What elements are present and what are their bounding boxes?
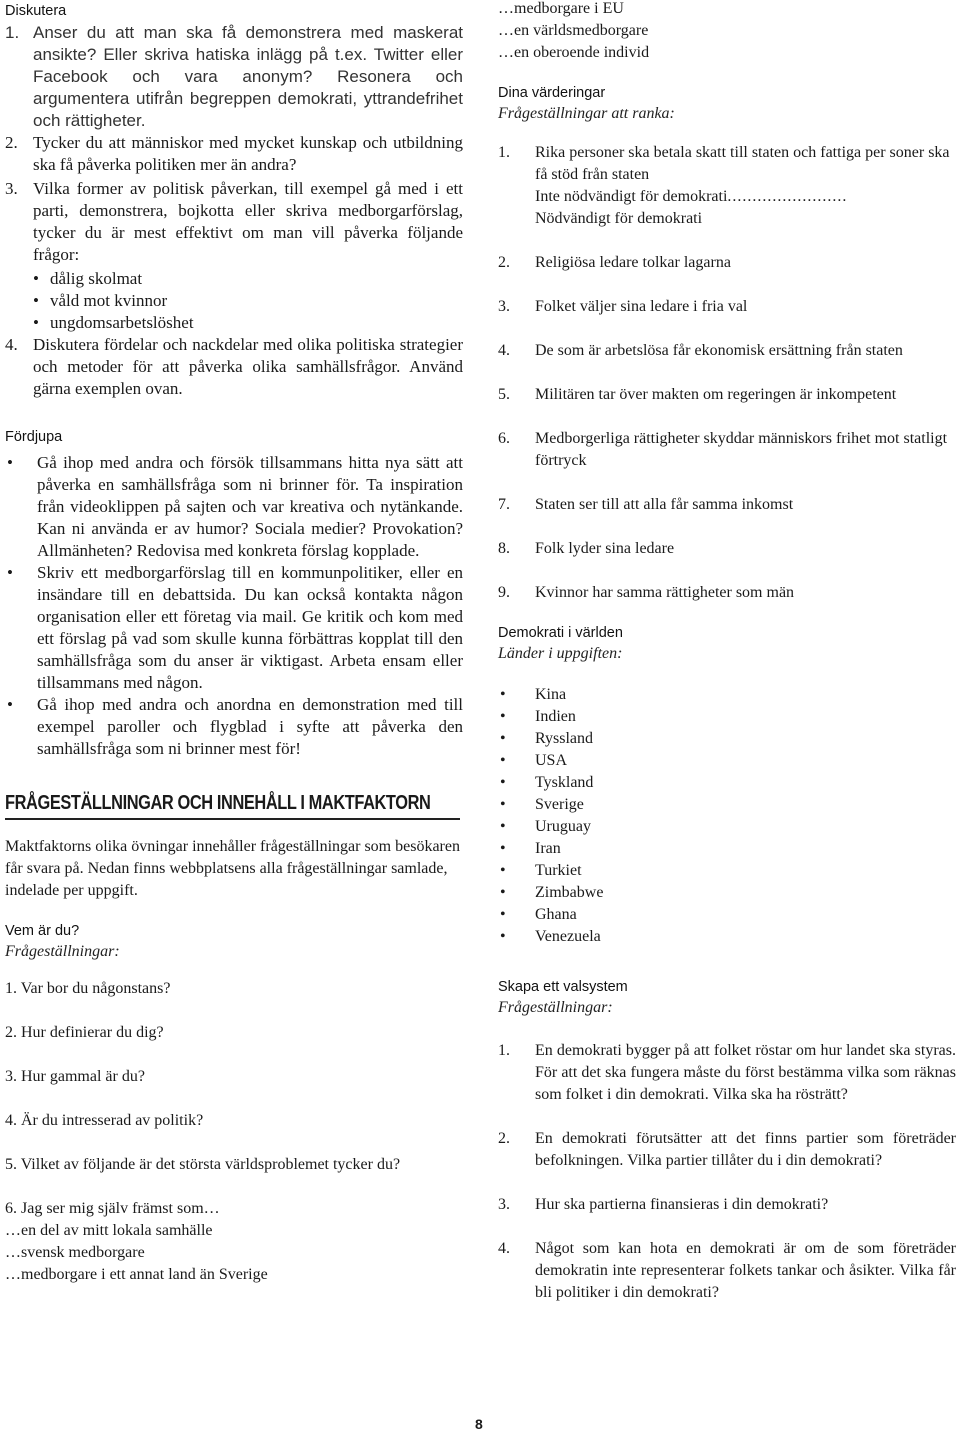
diskutera-heading: Diskutera bbox=[5, 3, 67, 19]
dina-varderingar-subheading: Frågeställningar att ranka: bbox=[498, 105, 675, 122]
list-item: • Zimbabwe bbox=[498, 882, 956, 904]
left-column bbox=[5, 0, 463, 1286]
list-item: • Sverige bbox=[498, 794, 956, 816]
section-intro: Maktfaktorns olika övningar innehåller frågeställningar som besökaren får svara på. Nedan finns webbplatsens alla frågeställningar samlade, indelade per uppgift. bbox=[5, 838, 460, 899]
list-item: • Turkiet bbox=[498, 860, 956, 882]
list-item: • Tyskland bbox=[498, 772, 956, 794]
item-text: Anser du att man ska få demonstrera med maskerat ansikte? Eller skriva hatiska inlägg på t.ex. Twitter eller Facebook och vara anonym? Resonera och argumentera utifrån begreppen demokrati, yttrandefrihet och rättigheter. bbox=[33, 23, 463, 130]
list-item: 6. Medborgerliga rättigheter skyddar människors frihet mot statligt förtryck bbox=[498, 430, 948, 469]
bullet-icon: • bbox=[7, 695, 13, 714]
list-item: 2. En demokrati förutsätter att det finns partier som företräder befolkningen. Vilka partier tillåter du i din demokrati? bbox=[498, 1130, 956, 1169]
vem-ar-du-subheading: Frågeställningar: bbox=[5, 943, 120, 960]
list-item: • Ghana bbox=[498, 904, 956, 926]
fordjupa-heading: Fördjupa bbox=[5, 429, 63, 445]
list-item: 7. Staten ser till att alla får samma inkomst bbox=[498, 496, 794, 513]
bullet-icon: • bbox=[500, 752, 506, 769]
bullet-icon: • bbox=[33, 269, 39, 288]
list-item: • Indien bbox=[498, 706, 956, 728]
list-item: 4. De som är arbetslösa får ekonomisk ersättning från staten bbox=[498, 342, 903, 359]
list-item: • USA bbox=[498, 750, 956, 772]
option: …medborgare i ett annat land än Sverige bbox=[5, 1266, 268, 1283]
title-underline bbox=[5, 818, 460, 820]
fordjupa-list bbox=[5, 452, 463, 760]
section-title-block bbox=[5, 790, 463, 820]
list-item: • Iran bbox=[498, 838, 956, 860]
list-item: 3. Folket väljer sina ledare i fria val bbox=[498, 298, 748, 315]
bullet-icon: • bbox=[7, 563, 13, 582]
vem-ar-du-heading: Vem är du? bbox=[5, 923, 80, 939]
list-item: • Gå ihop med andra och anordna en demonstration med till exempel paroller och flygblad i syfte att påverka den samhällsfråga som ni brinner mest för! bbox=[7, 695, 463, 758]
diskutera-item-3 bbox=[5, 178, 463, 266]
item-number: 4. bbox=[5, 335, 18, 354]
list-item: • Gå ihop med andra och försök tillsammans hitta nya sätt att påverka en samhällsfråga som ni brinner för. Ta inspiration från videoklippen på sajten och var kreativa och nytänkande. Kan ni använda er av humor? Sociala medier? Provokation? Allmänheten? Redovisa med konkreta förslag kopplade. bbox=[7, 453, 463, 560]
list-item: 3. Hur ska partierna finansieras i din demokrati? bbox=[498, 1196, 829, 1213]
varderingar-list bbox=[498, 142, 956, 604]
bullet-icon: • bbox=[500, 708, 506, 725]
item-number: 1. bbox=[5, 23, 20, 42]
list-item: • Venezuela bbox=[498, 926, 956, 948]
option: …en oberoende individ bbox=[498, 44, 650, 61]
section-title: FRÅGESTÄLLNINGAR OCH INNEHÅLL I MAKTFAKTORN bbox=[5, 792, 431, 814]
bullet-icon: • bbox=[500, 840, 506, 857]
bullet-icon: • bbox=[500, 774, 506, 791]
item-text: Vilka former av politisk påverkan, till exempel gå med i ett parti, demonstrera, bojkotta eller skriva medborgarförslag, tycker du är mest effektivt om man vill påverka följande frågor: bbox=[33, 179, 463, 264]
option: …medborgare i EU bbox=[498, 0, 624, 17]
item-text: Tycker du att människor med mycket kunskap och utbildning ska få påverka politiken mer än andra? bbox=[33, 133, 463, 174]
item-number: 2. bbox=[5, 133, 18, 152]
scale-high: Nödvändigt för demokrati bbox=[535, 210, 703, 227]
list-item: • dålig skolmat bbox=[33, 269, 143, 288]
bullet-icon: • bbox=[500, 730, 506, 747]
bullet-icon: • bbox=[33, 313, 39, 332]
option: …svensk medborgare bbox=[5, 1244, 145, 1261]
item-text: Diskutera fördelar och nackdelar med olika politiska strategier och metoder för att påverka olika samhällsfrågor. Använd gärna exemplen ovan. bbox=[33, 335, 463, 398]
valsystem-heading: Skapa ett valsystem bbox=[498, 979, 628, 995]
list-item: 9. Kvinnor har samma rättigheter som män bbox=[498, 584, 795, 601]
list-item: 1. En demokrati bygger på att folket röstar om hur landet ska styras. För att det ska fungera måste du först bestämma vilka som räknas som folket i din demokrati. Vilka ska ha rösträtt? bbox=[498, 1042, 956, 1103]
list-item: • Kina bbox=[498, 684, 956, 706]
list-item: 8. Folk lyder sina ledare bbox=[498, 540, 675, 557]
list-item: 5. Militären tar över makten om regeringen är inkompetent bbox=[498, 386, 897, 403]
vem-ar-du-options-cont bbox=[498, 0, 956, 64]
question: 5. Vilket av följande är det största världsproblemet tycker du? bbox=[5, 1156, 401, 1173]
page-number: 8 bbox=[475, 1416, 483, 1432]
diskutera-list-sans bbox=[5, 22, 463, 132]
right-column bbox=[498, 0, 956, 1326]
question: 4. Är du intresserad av politik? bbox=[5, 1112, 204, 1129]
list-item: • ungdomsarbetslöshet bbox=[33, 313, 194, 332]
bullet-icon: • bbox=[500, 686, 506, 703]
diskutera-item-4 bbox=[5, 334, 463, 400]
list-item: • Skriv ett medborgarförslag till en kommunpolitiker, eller en insändare till en debattsida. Du kan också kontakta någon organisation eller ett företag via mail. Ge kritik och kom med ett förslag på vad som skulle kunna förbättras kopplat till den samhällsfråga som du anser är viktigast. Arbeta ensam eller tillsammans med någon. bbox=[7, 563, 463, 692]
list-item: 4. Något som kan hota en demokrati är om de som företräder demokratin inte representerar folkets tankar och åsikter. Vilka får bli politiker i din demokrati? bbox=[498, 1240, 956, 1301]
question: 6. Jag ser mig själv främst som… bbox=[5, 1200, 220, 1217]
demokrati-heading: Demokrati i världen bbox=[498, 625, 623, 641]
bullet-icon: • bbox=[500, 906, 506, 923]
valsystem-list bbox=[498, 1040, 956, 1304]
question: 3. Hur gammal är du? bbox=[5, 1068, 145, 1085]
list-item: • Ryssland bbox=[498, 728, 956, 750]
scale-low: Inte nödvändigt för demokrati........................ bbox=[535, 188, 848, 205]
bullet-icon: • bbox=[7, 453, 13, 472]
option: …en del av mitt lokala samhälle bbox=[5, 1222, 213, 1239]
vem-ar-du-questions bbox=[5, 978, 463, 1286]
issue-bullets bbox=[33, 268, 463, 334]
diskutera-list-serif bbox=[5, 132, 463, 400]
list-item: • våld mot kvinnor bbox=[33, 291, 168, 310]
demokrati-subheading: Länder i uppgiften: bbox=[498, 645, 623, 662]
diskutera-item-1 bbox=[5, 22, 463, 132]
diskutera-item-2 bbox=[5, 132, 463, 176]
bullet-icon: • bbox=[500, 928, 506, 945]
bullet-icon: • bbox=[33, 291, 39, 310]
bullet-icon: • bbox=[500, 862, 506, 879]
list-item: 2. Religiösa ledare tolkar lagarna bbox=[498, 254, 731, 271]
country-list bbox=[498, 684, 956, 948]
item-number: 3. bbox=[5, 179, 18, 198]
dina-varderingar-heading: Dina värderingar bbox=[498, 85, 606, 101]
question: 2. Hur definierar du dig? bbox=[5, 1024, 164, 1041]
list-item: • Uruguay bbox=[498, 816, 956, 838]
bullet-icon: • bbox=[500, 796, 506, 813]
option: …en världsmedborgare bbox=[498, 22, 649, 39]
list-item: 1. Rika personer ska betala skatt till staten och fattiga per soner ska få stöd från staten Inte nödvändigt för demokrati........................ Nödvändigt för demokrati bbox=[498, 142, 956, 230]
question: 1. Var bor du någonstans? bbox=[5, 980, 171, 997]
bullet-icon: • bbox=[500, 884, 506, 901]
valsystem-subheading: Frågeställningar: bbox=[498, 999, 613, 1016]
bullet-icon: • bbox=[500, 818, 506, 835]
